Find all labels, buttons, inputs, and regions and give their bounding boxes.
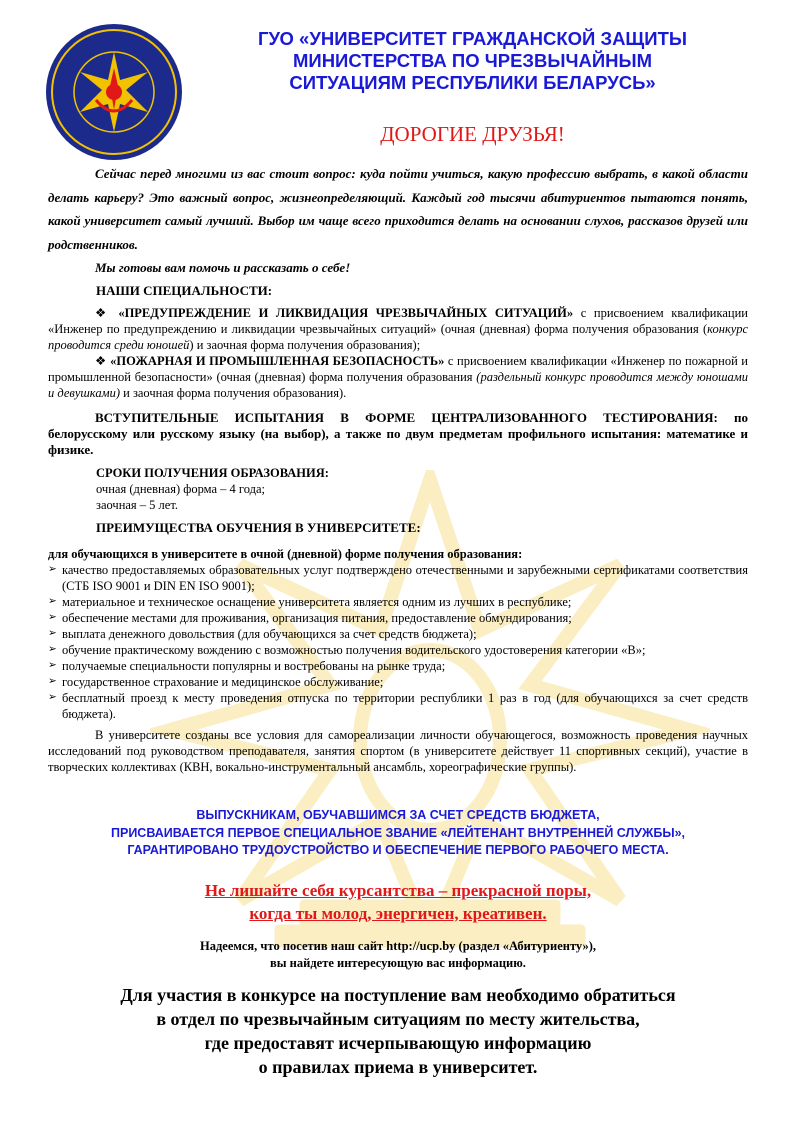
graduates-notice	[48, 807, 748, 860]
specialty-item	[48, 353, 748, 401]
exams-section	[48, 410, 748, 458]
specialty-name: «ПРЕДУПРЕЖДЕНИЕ И ЛИКВИДАЦИЯ ЧРЕЗВЫЧАЙНЫХ СИТУАЦИЙ»	[118, 306, 574, 320]
specialty-note: конкурс проводится среди юношей	[48, 322, 748, 352]
list-item: ➢ материальное и техническое оснащение университета является одним из лучших в республике;	[48, 595, 572, 609]
terms-line: очная (дневная) форма – 4 года;	[96, 482, 266, 496]
advantages-lead: для обучающихся в университете в очной (дневной) форме получения образования:	[48, 547, 523, 561]
specialty-text: с присвоением квалификации «Инженер по пожарной и промышленной безопасности» (очная (дневная) форма получения образования	[48, 354, 748, 384]
greeting: ДОРОГИЕ ДРУЗЬЯ!	[380, 122, 565, 146]
final-line: в отдел по чрезвычайным ситуациям по месту жительства,	[156, 1009, 640, 1029]
title-line: ГУО «УНИВЕРСИТЕТ ГРАЖДАНСКОЙ ЗАЩИТЫ	[257, 28, 687, 49]
diamond-bullet-icon: ❖	[95, 306, 111, 320]
list-item: ➢ выплата денежного довольствия (для обучающихся за счет средств бюджета);	[48, 627, 477, 641]
arrow-bullet-icon: ➢	[48, 692, 57, 703]
terms-section	[96, 465, 794, 513]
website-line: вы найдете интересующую вас информацию.	[270, 956, 526, 970]
specialty-item	[48, 305, 748, 353]
specialties-list	[48, 305, 748, 401]
arrow-bullet-icon: ➢	[48, 660, 57, 671]
arrow-bullet-icon: ➢	[48, 612, 57, 623]
final-instructions	[48, 983, 748, 1079]
terms-heading: СРОКИ ПОЛУЧЕНИЯ ОБРАЗОВАНИЯ:	[96, 466, 329, 480]
slogan-line: когда ты молод, энергичен, креативен.	[249, 903, 547, 923]
list-item: ➢ качество предоставляемых образовательных услуг подтверждено отечественными и зарубежными сертификатами соответствия (СТБ ISO 9001 и DIN EN ISO 9001);	[48, 563, 748, 593]
graduates-line: ВЫПУСКНИКАМ, ОБУЧАВШИМСЯ ЗА СЧЕТ СРЕДСТВ БЮДЖЕТА,	[196, 808, 600, 822]
final-line: Для участия в конкурсе на поступление вам необходимо обратиться	[120, 985, 676, 1005]
arrow-bullet-icon: ➢	[48, 564, 57, 575]
university-emblem-icon	[44, 22, 184, 162]
list-item: ➢ получаемые специальности популярны и востребованы на рынке труда;	[48, 659, 446, 673]
graduates-line: ГАРАНТИРОВАНО ТРУДОУСТРОЙСТВО И ОБЕСПЕЧЕНИЕ ПЕРВОГО РАБОЧЕГО МЕСТА.	[127, 843, 669, 857]
conditions-section	[48, 727, 748, 775]
intro-paragraph: Сейчас перед многими из вас стоит вопрос: куда пойти учиться, какую профессию выбрать, в какой области делать карьеру? Это важный вопрос, жизнеопределяющий. Каждый год тысячи абитуриентов пытаются понять, какой университет самый лучший. Выбор им чаще всего приходится делать на основании слухов, рассказов друзей или родственников.	[48, 166, 748, 252]
intro-section	[48, 162, 748, 280]
specialty-tail: ) и заочная форма получения образования);	[189, 338, 421, 352]
website-note	[48, 938, 748, 972]
specialties-heading: НАШИ СПЕЦИАЛЬНОСТИ:	[96, 283, 273, 298]
arrow-bullet-icon: ➢	[48, 596, 57, 607]
exams-text: по белорусскому или русскому языку (на выбор), а также по двум предметам профильного испытания: математике и физике.	[48, 410, 748, 457]
diamond-bullet-icon: ❖	[95, 354, 107, 368]
specialty-text: с присвоением квалификации «Инженер по предупреждению и ликвидации чрезвычайных ситуаций» (очная (дневная) форма получения образования (	[48, 306, 748, 336]
specialty-note: (раздельный конкурс проводится между юношами и девушками)	[48, 370, 749, 400]
slogan-line: Не лишайте себя курсантства – прекрасной поры,	[204, 881, 592, 900]
graduates-line: ПРИСВАИВАЕТСЯ ПЕРВОЕ СПЕЦИАЛЬНОЕ ЗВАНИЕ «ЛЕЙТЕНАНТ ВНУТРЕННЕЙ СЛУЖБЫ»,	[111, 825, 685, 840]
list-item: ➢ государственное страхование и медицинское обслуживание;	[48, 675, 384, 689]
title-line: СИТУАЦИЯМ РЕСПУБЛИКИ БЕЛАРУСЬ»	[289, 72, 656, 93]
terms-line: заочная – 5 лет.	[96, 498, 178, 512]
advantages-heading: ПРЕИМУЩЕСТВА ОБУЧЕНИЯ В УНИВЕРСИТЕТЕ:	[96, 520, 421, 535]
final-line: где предоставят исчерпывающую информацию	[204, 1033, 592, 1053]
arrow-bullet-icon: ➢	[48, 628, 57, 639]
specialty-name: «ПОЖАРНАЯ И ПРОМЫШЛЕННАЯ БЕЗОПАСНОСТЬ»	[110, 354, 445, 368]
university-title	[195, 28, 750, 94]
list-item: ➢ обучение практическому вождению с возможностью получения водительского удостоверения категории «В»;	[48, 643, 646, 657]
conditions-paragraph: В университете созданы все условия для самореализации личности обучающегося, возможность проведения научных исследований под руководством преподавателя, занятия спортом (в университете действует 11 спортивных секций), участие в творческих коллективах (КВН, вокально-инструментальный ансамбль, хореографические группы).	[48, 728, 748, 774]
list-item: ➢ бесплатный проезд к месту проведения отпуска по территории республики 1 раз в год (для обучающихся за счет средств бюджета).	[48, 691, 748, 721]
arrow-bullet-icon: ➢	[48, 644, 57, 655]
advantages-section	[48, 546, 748, 722]
exams-heading: ВСТУПИТЕЛЬНЫЕ ИСПЫТАНИЯ В ФОРМЕ ЦЕНТРАЛИЗОВАННОГО ТЕСТИРОВАНИЯ:	[95, 410, 718, 425]
advantages-list	[48, 562, 748, 722]
title-line: МИНИСТЕРСТВА ПО ЧРЕЗВЫЧАЙНЫМ	[292, 50, 653, 71]
list-item: ➢ обеспечение местами для проживания, организация питания, предоставление обмундирования;	[48, 611, 572, 625]
website-line: Надеемся, что посетив наш сайт http://ucp.by (раздел «Абитуриенту»),	[199, 939, 597, 953]
final-line: о правилах приема в университет.	[258, 1057, 538, 1077]
arrow-bullet-icon: ➢	[48, 676, 57, 687]
specialty-tail: и заочная форма получения образования).	[120, 386, 347, 400]
intro-paragraph: Мы готовы вам помочь и рассказать о себе!	[95, 260, 351, 275]
slogan	[48, 880, 748, 925]
